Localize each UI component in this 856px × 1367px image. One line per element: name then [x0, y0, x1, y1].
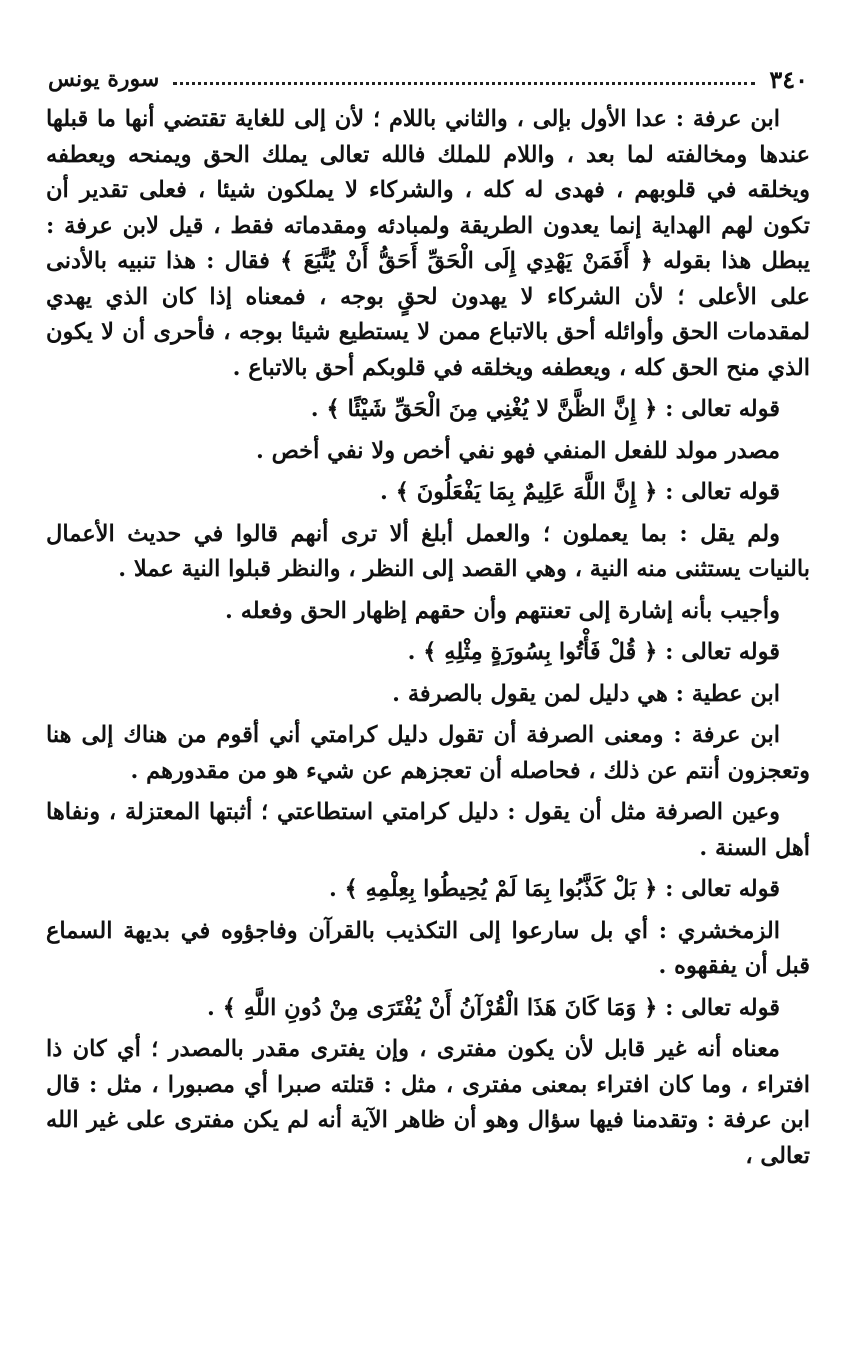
paragraph-verse-quran: قوله تعالى : ﴿ وَمَا كَانَ هَذَا الْقُرْآنُ أَنْ يُفْتَرَى مِنْ دُونِ اللَّهِ ﴾ . — [207, 994, 780, 1021]
paragraph-ayn-sarfa: وعين الصرفة مثل أن يقول : دليل كرامتي استطاعتي ؛ أثبتها المعتزلة ، ونفاها أهل السنة . — [46, 799, 810, 861]
paragraph-masdar: مصدر مولد للفعل المنفي فهو نفي أخص ولا نفي أخص . — [255, 437, 780, 464]
paragraph-ibn-arafa-intro: ابن عرفة : عدا الأول بإلى ، والثاني باللام ؛ لأن إلى للغاية تقتضي أنها ما قبلها عندها ومخالفته لما بعد ، واللام للملك فالله تعالى يملك الحق ويمنحه ويعطفه ويخلقه في قلوبهم ، فهدى له كله ، والشركاء لا يملكون شيئا ، فعلى تقدير أن تكون لهم الهداية إنما يعدون الطريقة ولمبادئه ومقدماته فقط ، قيل لابن عرفة : يبطل هذا بقوله ﴿ أَفَمَنْ يَهْدِي إِلَى الْحَقِّ أَحَقُّ أَنْ يُتَّبَعَ ﴾ فقال : هذا تنبيه بالأدنى على الأعلى ؛ لأن الشركاء لا يهدون لحقٍ بوجه ، فمعناه إذا كان الذي يهدي لمقدمات الحق وأوائله أحق بالاتباع ممن لا يستطيع شيئا بوجه ، فأحرى أن لا يكون الذي منح الحق كله ، ويعطفه ويخلقه في قلوبكم أحق بالاتباع . — [46, 106, 810, 381]
page-body — [46, 102, 810, 1174]
paragraph-zamakhshari: الزمخشري : أي بل سارعوا إلى التكذيب بالقرآن وفاجؤوه في بديهة السماع قبل أن يفقهوه . — [46, 917, 810, 979]
paragraph-verse-alim: قوله تعالى : ﴿ إِنَّ اللَّهَ عَلِيمٌ بِمَا يَفْعَلُونَ ﴾ . — [380, 479, 780, 505]
page-number: ٣٤٠ — [769, 64, 808, 94]
paragraph-wa-lam-yaqul: ولم يقل : بما يعملون ؛ والعمل أبلغ ألا ترى أنهم قالوا في حديث الأعمال بالنيات يستثنى منه النية ، وهي القصد إلى النظر ، والنظر قبلوا النية عملا . — [46, 520, 810, 582]
paragraph-manahu: معناه أنه غير قابل لأن يكون مفترى ، وإن يفترى مقدر بالمصدر ؛ أي كان ذا افتراء ، وما كان افتراء بمعنى مفترى ، مثل : قتلته صبرا أي مصبورا ، مثل : قال ابن عرفة : وتقدمنا فيها سؤال وهو أن ظاهر الآية أنه لم يكن مفترى على غير الله تعالى ، — [46, 1036, 810, 1169]
surah-title: سورة يونس — [48, 66, 160, 92]
paragraph-verse-kadhdhabu: قوله تعالى : ﴿ بَلْ كَذَّبُوا بِمَا لَمْ يُحِيطُوا بِعِلْمِهِ ﴾ . — [328, 876, 780, 902]
paragraph-ujiba: وأجيب بأنه إشارة إلى تعنتهم وأن حقهم إظهار الحق وفعله . — [225, 597, 780, 624]
header-dotted-rule — [173, 82, 755, 85]
paragraph-verse-zann: قوله تعالى : ﴿ إِنَّ الظَّنَّ لا يُغْنِي مِنَ الْحَقِّ شَيْئًا ﴾ . — [310, 396, 780, 422]
page-header — [48, 62, 808, 96]
paragraph-verse-surah: قوله تعالى : ﴿ قُلْ فَأْتُوا بِسُورَةٍ مِثْلِهِ ﴾ . — [407, 639, 780, 665]
paragraph-ibn-arafa-sarfa: ابن عرفة : ومعنى الصرفة أن تقول دليل كرامتي أني أقوم من هناك إلى هنا وتعجزون أنتم عن ذلك ، فحاصله أن تعجزهم عن شيء هو من مقدورهم . — [46, 722, 810, 784]
paragraph-ibn-atiyya: ابن عطية : هي دليل لمن يقول بالصرفة . — [392, 680, 780, 707]
